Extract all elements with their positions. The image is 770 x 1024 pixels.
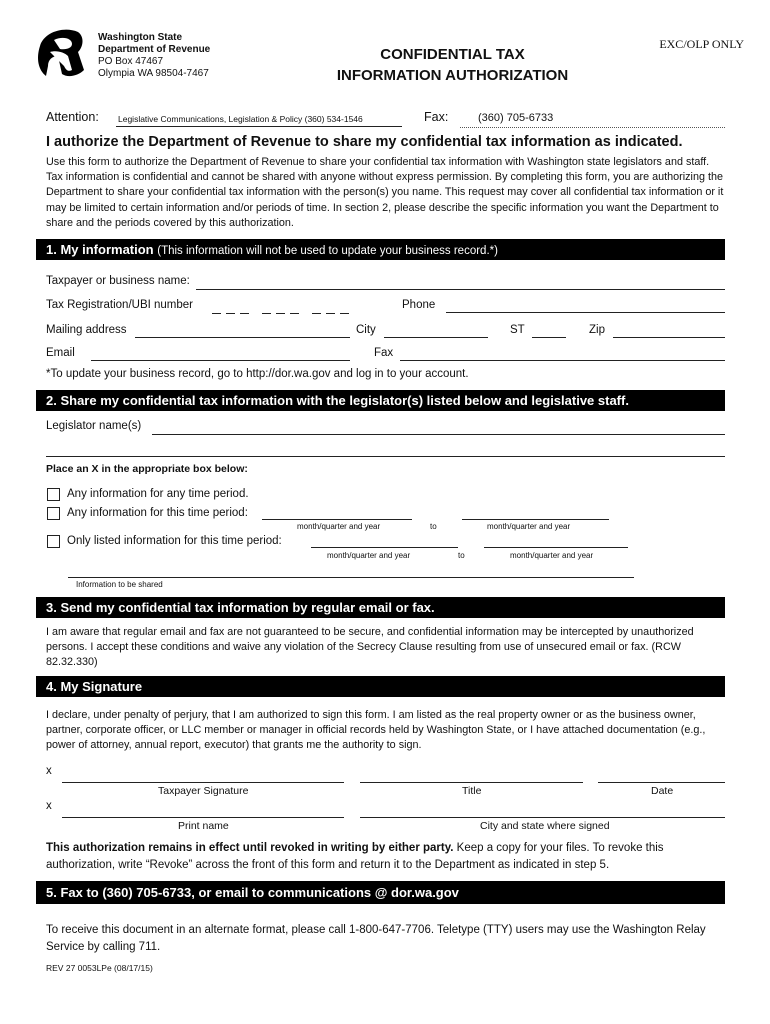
section1-header bbox=[36, 239, 725, 260]
section3-header bbox=[36, 597, 725, 618]
update-record-footnote: *To update your business record, go to http://dor.wa.gov and log in to your account. bbox=[46, 368, 469, 380]
dor-logo bbox=[34, 26, 86, 80]
period1-to-label: to bbox=[430, 522, 437, 531]
exc-olp-label: EXC/OLP ONLY bbox=[659, 37, 744, 51]
legislator-names-label: Legislator name(s) bbox=[46, 420, 142, 432]
city-label: City bbox=[356, 324, 376, 336]
section2-title: 2. Share my confidential tax information with the legislator(s) listed below and legislative staff. bbox=[46, 393, 629, 408]
period2-from-field[interactable] bbox=[311, 547, 458, 548]
zip-label: Zip bbox=[589, 324, 605, 336]
checkbox-instruction: Place an X in the appropriate box below: bbox=[46, 463, 248, 475]
information-to-be-shared-field[interactable] bbox=[68, 577, 634, 578]
section3-paragraph: I am aware that regular email and fax are not guaranteed to be secure, and confidential information may be intercepted by unauthorized persons. I accept these conditions and waive any violation of the Secrecy Clause resulting from use of unsecured email or fax. (RCW 82.32.330) bbox=[46, 626, 694, 669]
legislator-names-field-2[interactable] bbox=[46, 456, 725, 457]
section5-title: 5. Fax to (360) 705-6733, or email to communications @ dor.wa.gov bbox=[46, 885, 459, 900]
revoke-rest-text: Keep a copy for your files. To revoke this authorization, write “Revoke” across the front of this form and return it to the Department as indicated in step 5. bbox=[46, 842, 664, 871]
period1-to-caption: month/quarter and year bbox=[487, 522, 571, 531]
period2-from-caption: month/quarter and year bbox=[327, 551, 411, 560]
print-name-caption: Print name bbox=[178, 820, 229, 832]
intro-paragraph: Use this form to authorize the Department of Revenue to share your confidential tax information with Washington state legislators and staff. Tax information is confidential and cannot be shared with anyone without express permission. By completing this form, you are authorizing the Department to share your confidential tax information with the person(s) you name. This request may cover all confidential tax information or it may be limited to certain information and/or periods of time. In section 2, please describe the specific information you want the Department to share and the periods covered by this authorization. bbox=[46, 156, 724, 229]
agency-line-state: Washington State bbox=[98, 32, 183, 43]
any-info-any-period-checkbox[interactable] bbox=[47, 488, 60, 501]
listed-info-this-period-label: Only listed information for this time period: bbox=[67, 535, 282, 547]
attention-label: Attention: bbox=[46, 110, 99, 124]
attention-value: Legislative Communications, Legislation & Policy (360) 534-1546 bbox=[118, 114, 363, 124]
period1-from-caption: month/quarter and year bbox=[297, 522, 381, 531]
legislator-names-field[interactable] bbox=[152, 434, 725, 435]
attention-fax-value: (360) 705-6733 bbox=[478, 112, 554, 124]
mailing-address-label: Mailing address bbox=[46, 324, 127, 336]
print-x-mark: x bbox=[46, 800, 52, 812]
form-title-line2: INFORMATION AUTHORIZATION bbox=[336, 67, 569, 84]
any-info-any-period-label: Any information for any time period. bbox=[67, 488, 249, 500]
email-field[interactable] bbox=[91, 360, 350, 361]
fax-label: Fax bbox=[374, 347, 394, 359]
alternate-format-note: To receive this document in an alternate format, please call 1-800-647-7706. Teletype (TTY) users may use the Washington Relay Service by calling 711. bbox=[46, 924, 706, 953]
city-state-signed-field[interactable] bbox=[360, 817, 725, 818]
agency-line-pobox: PO Box 47467 bbox=[98, 56, 164, 67]
taxpayer-name-label: Taxpayer or business name: bbox=[46, 275, 190, 287]
phone-label: Phone bbox=[402, 299, 436, 311]
section5-header bbox=[36, 881, 725, 904]
taxpayer-name-field[interactable] bbox=[196, 289, 725, 290]
title-caption: Title bbox=[462, 785, 482, 797]
agency-line-city: Olympia WA 98504-7467 bbox=[98, 68, 209, 79]
section4-title: 4. My Signature bbox=[46, 679, 143, 694]
taxpayer-signature-caption: Taxpayer Signature bbox=[158, 785, 249, 797]
section1-note: (This information will not be used to update your business record.*) bbox=[157, 245, 498, 257]
form-title bbox=[300, 44, 605, 86]
revoke-bold-text: This authorization remains in effect until revoked in writing by either party. bbox=[46, 842, 454, 854]
attention-fax-label: Fax: bbox=[424, 110, 449, 124]
section3-title: 3. Send my confidential tax information by regular email or fax. bbox=[46, 600, 435, 615]
phone-field[interactable] bbox=[446, 312, 725, 313]
state-field[interactable] bbox=[532, 337, 566, 338]
period1-to-field[interactable] bbox=[462, 519, 609, 520]
form-title-line1: CONFIDENTIAL TAX bbox=[380, 46, 525, 63]
fax-field[interactable] bbox=[400, 360, 725, 361]
zip-field[interactable] bbox=[613, 337, 725, 338]
revoke-paragraph bbox=[46, 840, 726, 874]
city-field[interactable] bbox=[384, 337, 488, 338]
period2-to-field[interactable] bbox=[484, 547, 628, 548]
email-label: Email bbox=[46, 347, 75, 359]
city-state-caption: City and state where signed bbox=[480, 820, 610, 832]
date-caption: Date bbox=[651, 785, 674, 797]
attention-fax-line bbox=[460, 127, 725, 128]
section2-header bbox=[36, 390, 725, 411]
authorize-heading: I authorize the Department of Revenue to share my confidential tax information as indicated. bbox=[46, 134, 683, 150]
information-to-be-shared-caption: Information to be shared bbox=[76, 580, 163, 589]
section4-paragraph: I declare, under penalty of perjury, that I am authorized to sign this form. I am listed as the real property owner or as the business owner, partner, corporate officer, or LLC member or manager in official records held by Washington State, or I have attached documentation (e.g., power of attorney, annual report, executor) that grants me the authority to sign. bbox=[46, 709, 706, 752]
period2-to-caption: month/quarter and year bbox=[510, 551, 594, 560]
taxpayer-signature-field[interactable] bbox=[62, 782, 344, 783]
any-info-this-period-checkbox[interactable] bbox=[47, 507, 60, 520]
period1-from-field[interactable] bbox=[262, 519, 412, 520]
ubi-label: Tax Registration/UBI number bbox=[46, 299, 194, 311]
print-name-field[interactable] bbox=[62, 817, 344, 818]
agency-address bbox=[98, 32, 210, 80]
form-id: REV 27 0053LPe (08/17/15) bbox=[46, 963, 153, 973]
any-info-this-period-label: Any information for this time period: bbox=[67, 507, 248, 519]
attention-line bbox=[116, 126, 402, 127]
period2-to-label: to bbox=[458, 551, 465, 560]
date-field[interactable] bbox=[598, 782, 725, 783]
signature-x-mark: x bbox=[46, 765, 52, 777]
title-field[interactable] bbox=[360, 782, 583, 783]
section1-title: 1. My information bbox=[46, 242, 154, 257]
state-label: ST bbox=[510, 324, 525, 336]
agency-line-department: Department of Revenue bbox=[98, 44, 211, 55]
mailing-address-field[interactable] bbox=[135, 337, 350, 338]
section4-header bbox=[36, 676, 725, 697]
listed-info-this-period-checkbox[interactable] bbox=[47, 535, 60, 548]
